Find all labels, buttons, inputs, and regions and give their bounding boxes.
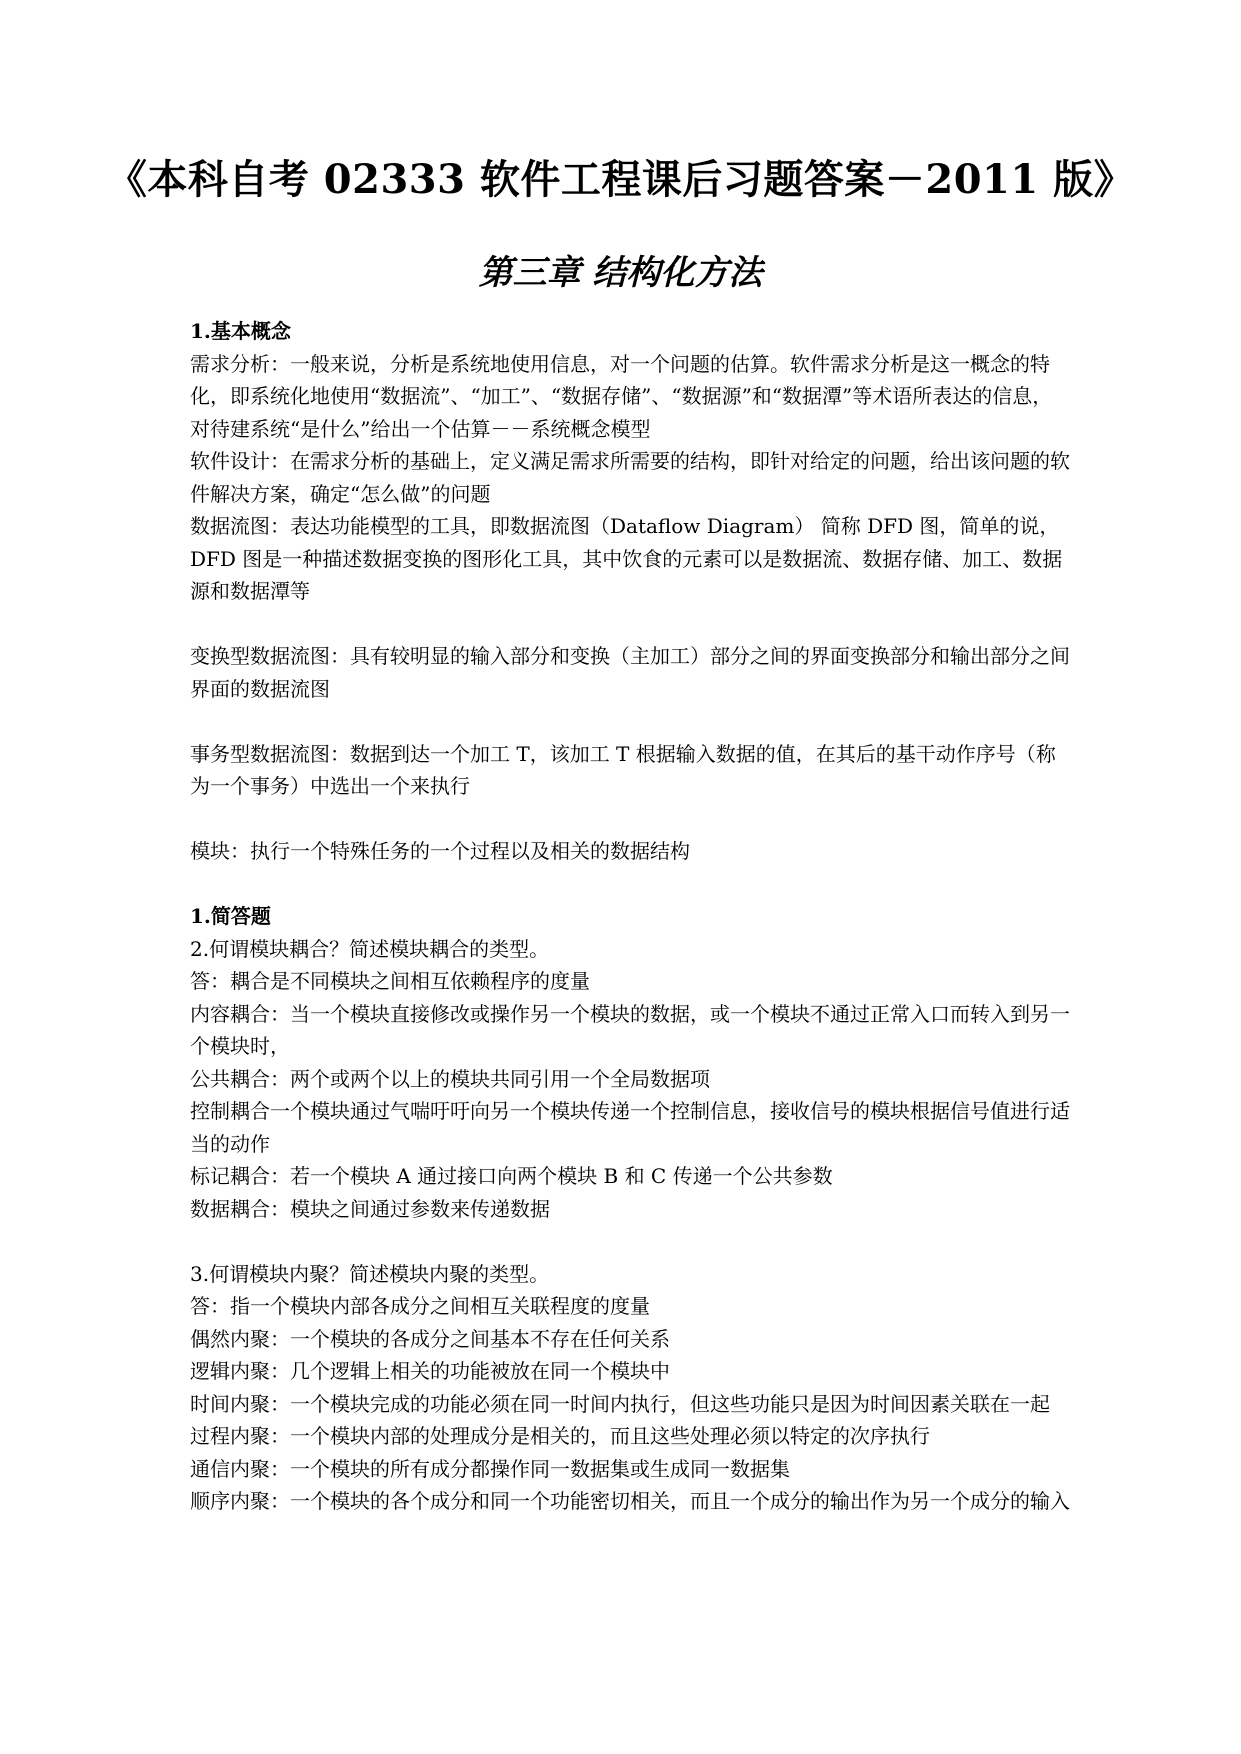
question-coupling: 2.何谓模块耦合？简述模块耦合的类型。: [190, 936, 550, 961]
answer-line: 内容耦合：当一个模块直接修改或操作另一个模块的数据，或一个模块不通过正常入口而转入到另一个模块时，: [190, 1001, 1070, 1058]
answer-line: 偶然内聚：一个模块的各成分之间基本不存在任何关系: [190, 1326, 670, 1351]
paragraph-software-design: 软件设计：在需求分析的基础上，定义满足需求所需要的结构，即针对给定的问题，给出该问题的软件解决方案，确定“怎么做”的问题: [190, 449, 1070, 506]
answer-line: 时间内聚：一个模块完成的功能必须在同一时间内执行，但这些功能只是因为时间因素关联在一起: [190, 1391, 1050, 1416]
paragraph-transaction-dfd: 事务型数据流图：数据到达一个加工 T，该加工 T 根据输入数据的值，在其后的基干动作序号（称为一个事务）中选出一个来执行: [190, 741, 1056, 798]
answer-line: 顺序内聚：一个模块的各个成分和同一个功能密切相关，而且一个成分的输出作为另一个成分的输入: [190, 1489, 1070, 1513]
answer-line: 标记耦合：若一个模块 A 通过接口向两个模块 B 和 C 传递一个公共参数: [190, 1164, 833, 1188]
section-heading-basic-concepts: 1.基本概念: [190, 319, 291, 343]
answer-line: 数据耦合：模块之间通过参数来传递数据: [190, 1196, 550, 1221]
spacer: [190, 705, 1070, 738]
spacer: [190, 868, 1070, 901]
paragraph-requirements-analysis: 需求分析：一般来说，分析是系统地使用信息，对一个问题的估算。软件需求分析是这一概念的特化，即系统化地使用“数据流”、“加工”、“数据存储”、“数据源”和“数据潭”等术语所表达的信息，对待建系统“是什么”给出一个估算－－系统概念模型: [190, 351, 1053, 441]
answer-line: 通信内聚：一个模块的所有成分都操作同一数据集或生成同一数据集: [190, 1456, 790, 1481]
document-title: 《本科自考 02333 软件工程课后习题答案－2011 版》: [106, 156, 1135, 203]
section-heading-short-answer: 1.简答题: [190, 904, 271, 928]
spacer: [190, 608, 1070, 641]
answer-line: 过程内聚：一个模块内部的处理成分是相关的，而且这些处理必须以特定的次序执行: [190, 1424, 930, 1448]
document-body: [190, 315, 1070, 1518]
paragraph-dataflow-diagram: 数据流图：表达功能模型的工具，即数据流图（Dataflow Diagram） 简称 DFD 图，简单的说，DFD 图是一种描述数据变换的图形化工具，其中饮食的元素可以是数据流、数据存储、加工、数据源和数据潭等: [190, 514, 1063, 603]
answer-line: 公共耦合：两个或两个以上的模块共同引用一个全局数据项: [190, 1066, 710, 1091]
spacer: [190, 803, 1070, 836]
paragraph-module: 模块：执行一个特殊任务的一个过程以及相关的数据结构: [190, 839, 690, 863]
answer-line: 逻辑内聚：几个逻辑上相关的功能被放在同一个模块中: [190, 1359, 670, 1383]
paragraph-transform-dfd: 变换型数据流图：具有较明显的输入部分和变换（主加工）部分之间的界面变换部分和输出部分之间界面的数据流图: [190, 644, 1070, 701]
answer-line: 答：指一个模块内部各成分之间相互关联程度的度量: [190, 1294, 650, 1318]
spacer: [190, 1225, 1070, 1258]
answer-line: 控制耦合一个模块通过气喘吁吁向另一个模块传递一个控制信息，接收信号的模块根据信号值进行适当的动作: [190, 1099, 1070, 1156]
question-cohesion: 3.何谓模块内聚？简述模块内聚的类型。: [190, 1261, 550, 1286]
answer-line: 答：耦合是不同模块之间相互依赖程序的度量: [190, 969, 590, 993]
chapter-title: 第三章 结构化方法: [478, 253, 763, 293]
